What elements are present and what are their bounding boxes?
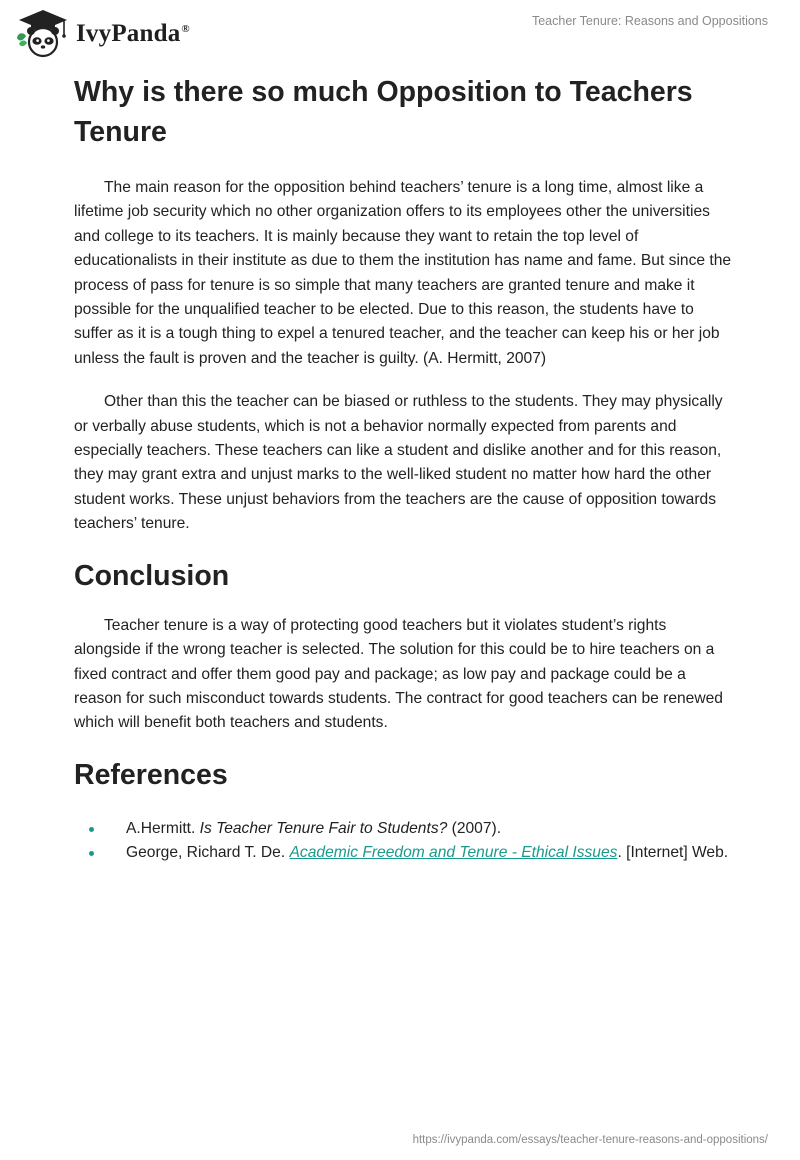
footer-url[interactable]: https://ivypanda.com/essays/teacher-tenure-reasons-and-oppositions/ <box>412 1134 768 1146</box>
bullet-dot-icon <box>89 827 94 832</box>
reference-suffix: (2007). <box>447 819 502 837</box>
registered-mark: ® <box>181 22 190 35</box>
reference-item <box>74 841 734 865</box>
reference-author: George, Richard T. De. <box>126 844 290 862</box>
page-header <box>0 0 800 64</box>
reference-item <box>74 817 734 841</box>
paragraph-conclusion: Teacher tenure is a way of protecting good teachers but it violates student’s rights alongside if the wrong teacher is selected. The solution for this could be to hire teachers on a fixed contract and offer them good pay and package; as low pay and package could be a reason for such misconduct towards students. The contract for good teachers can be renewed which will benefit both teachers and students. <box>74 616 723 732</box>
ivypanda-logo[interactable] <box>14 8 190 58</box>
paragraph-opposition-2: Other than this the teacher can be biased or ruthless to the students. They may physically or verbally abuse students, which is not a behavior normally expected from parents and especially teachers. These teachers can like a student and dislike another and for this reason, they may grant extra and unjust marks to the well-liked student no matter how hard the other student works. These unjust behaviors from the teachers are the cause of opposition towards teachers’ tenure. <box>74 393 723 533</box>
paragraph-opposition-1: The main reason for the opposition behind teachers’ tenure is a long time, almost like a lifetime job security which no other organization offers to its employees other the universities and college to its teachers. It is mainly because they want to retain the top level of educationalists in their institute as due to them the institution has name and fame. But since the process of pass for tenure is so simple that many teachers are granted tenure and make it possible for the unqualified teacher to be elected. Due to this reason, the students have to suffer as it is a tough thing to expel a tenured teacher, and the teacher can keep his or her job unless the fault is proven and the teacher is guilty. (A. Hermitt, 2007) <box>74 179 732 367</box>
references-list <box>74 817 734 866</box>
reference-suffix: . [Internet] Web. <box>617 844 729 862</box>
section-heading-opposition: Why is there so much Opposition to Teachers Tenure <box>74 76 693 148</box>
reference-author: A.Hermitt. <box>126 819 200 837</box>
reference-link[interactable]: Academic Freedom and Tenure - Ethical Issues <box>289 844 618 862</box>
essay-content <box>74 72 734 866</box>
section-heading-conclusion: Conclusion <box>74 559 230 592</box>
panda-graduation-cap-icon <box>14 8 72 58</box>
logo-wordmark: IvyPanda® <box>76 20 190 47</box>
section-heading-references: References <box>74 758 228 791</box>
document-title: Teacher Tenure: Reasons and Oppositions <box>531 14 768 28</box>
bullet-dot-icon <box>89 851 94 856</box>
reference-title: Is Teacher Tenure Fair to Students? <box>199 819 448 837</box>
